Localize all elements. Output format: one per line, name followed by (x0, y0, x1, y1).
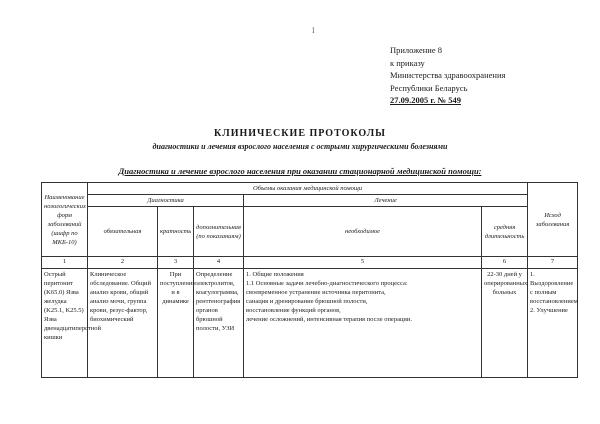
treatment-line: 1. Общие положения (246, 271, 304, 278)
column-number: 5 (244, 257, 482, 269)
appendix-date-number: 27.09.2005 г. № 549 (390, 95, 461, 105)
column-number: 3 (158, 257, 194, 269)
appendix-line: к приказу (390, 57, 425, 68)
appendix-line: Министерства здравоохранения (390, 70, 506, 80)
header-row (42, 195, 578, 207)
header-necessary: необходимое (244, 207, 482, 257)
document-title: КЛИНИЧЕСКИЕ ПРОТОКОЛЫ (214, 128, 386, 139)
cell-multiplicity: При поступлении и в динамике (158, 269, 194, 378)
document-subtitle: диагностики и лечения взрослого населения с острыми хирургическими болезнями (152, 142, 448, 151)
section-heading: Диагностика и лечение взрослого населения при оказании стационарной медицинской помощи: (118, 166, 482, 176)
treatment-line: восстановление функций органов, (246, 307, 341, 314)
treatment-line: лечение осложнений, интенсивная терапия после операции. (246, 316, 413, 323)
column-number: 4 (194, 257, 244, 269)
stray-mark: I (312, 26, 315, 35)
header-scope: Объемы оказания медицинской помощи (88, 183, 528, 195)
protocol-table (41, 182, 578, 378)
table-row (42, 269, 578, 378)
header-nosology: Наименование нозологических форм заболеваний (шифр по МКБ-10) (42, 183, 88, 257)
header-average-duration: средняя длительность (482, 207, 528, 257)
treatment-line: 1.1 Основные задачи лечебно-диагностического процесса: (246, 280, 408, 287)
cell-additional: Определение электролитов, коагулограмма, рентгенография органов брюшной полости, УЗИ (194, 269, 244, 378)
appendix-line: Республики Беларусь (390, 82, 468, 93)
column-number: 1 (42, 257, 88, 269)
header-mandatory: обязательная (88, 207, 158, 257)
appendix-line: Приложение 8 (390, 45, 442, 55)
column-number: 7 (528, 257, 578, 269)
column-number-row (42, 257, 578, 269)
cell-treatment (244, 269, 482, 378)
treatment-line: своевременное устранение источника перитонита, (246, 289, 386, 296)
treatment-line: санация и дренирование брюшной полости, (246, 298, 368, 305)
cell-outcome: 1. Выздоровление с полным восстановлением 2. Улучшение (528, 269, 578, 378)
column-number: 2 (88, 257, 158, 269)
header-outcome: Исход заболевания (528, 183, 578, 257)
header-row (42, 183, 578, 195)
header-row (42, 207, 578, 257)
cell-duration: 22-30 дней у оперированных больных (482, 269, 528, 378)
header-diagnostics: Диагностика (88, 195, 244, 207)
appendix-block (390, 44, 590, 107)
header-multiplicity: кратность (158, 207, 194, 257)
cell-mandatory: Клиническое обследование. Общий анализ крови, общий анализ мочи, группа крови, резус-фактор, биохимический (88, 269, 158, 378)
header-additional: дополнительная (по показаниям) (194, 207, 244, 257)
cell-nosology: Острый перитонит (K65.0) Язва желудка (K25.1, K25.5) Язва двенадцатиперстной кишки (42, 269, 88, 378)
header-treatment: Лечение (244, 195, 528, 207)
column-number: 6 (482, 257, 528, 269)
